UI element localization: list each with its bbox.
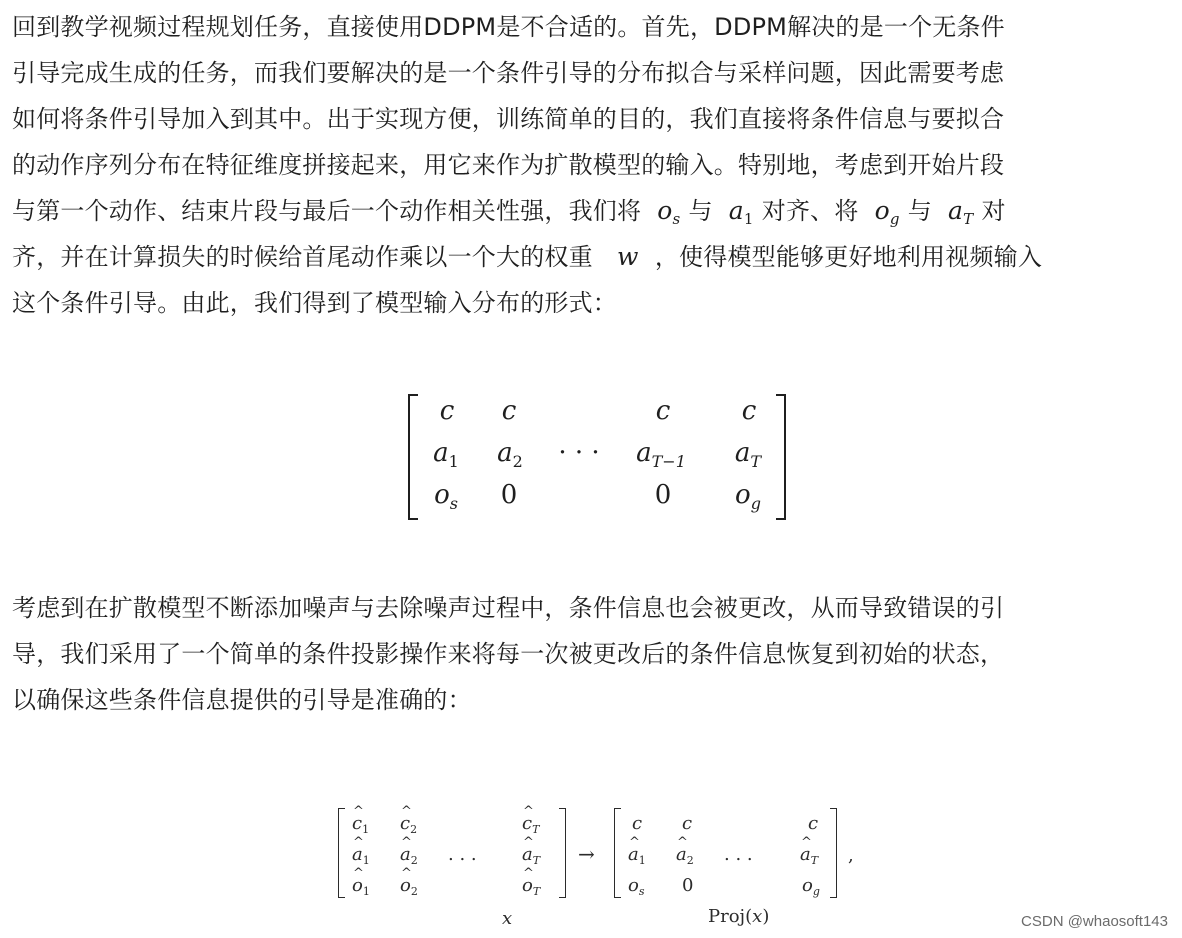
projection-arrow: → [578, 842, 595, 866]
projection-line-1: 考虑到在扩散模型不断添加噪声与去除噪声过程中，条件信息也会被更改，从而导致错误的引 [12, 594, 1005, 622]
x-cell-r2c1: ^ $a_1$ [352, 844, 370, 867]
math-a-T: $a_T$ [948, 196, 974, 228]
matrix-cell-r2c2: $a_2$ [497, 438, 523, 471]
matrix-cell-r1c1: c [439, 396, 455, 426]
x-cell-r3c2: ^ $o_2$ [400, 875, 418, 898]
matrix-right-bracket [776, 394, 786, 520]
matrix-cell-r3c4: 0 [654, 480, 672, 510]
proj-cell-r2c4: ^ $a_T$ [800, 844, 818, 867]
intro-line-6 [12, 234, 1172, 280]
x-matrix-left-bracket [338, 808, 345, 898]
x-cell-r3c1: ^ $o_1$ [352, 875, 370, 898]
projection-equation [330, 805, 870, 935]
math-o-s: $o_s$ [657, 196, 681, 228]
x-cell-r2c2: ^ $a_2$ [400, 844, 418, 867]
proj-cell-r2c2: ^ $a_2$ [676, 844, 694, 867]
input-distribution-matrix [408, 394, 786, 522]
matrix-cell-r3c2: 0 [500, 480, 518, 510]
matrix-left-bracket [408, 394, 418, 520]
intro-line-6-text-a: 齐，并在计算损失的时候给首尾动作乘以一个大的权重 [12, 243, 593, 271]
proj-matrix-left-bracket [614, 808, 621, 898]
intro-line-5-text-c: 对齐、将 [761, 197, 859, 225]
x-cell-r1c4: ^ $c_T$ [522, 813, 539, 836]
proj-cell-r1c2: c [682, 813, 693, 834]
intro-line-7: 这个条件引导。由此，我们得到了模型输入分布的形式： [12, 289, 617, 317]
x-cell-r3c4: ^ $o_T$ [522, 875, 540, 898]
matrix-cell-r2c4: $a_{T-1}$ [636, 438, 686, 471]
intro-line-3: 如何将条件引导加入到其中。出于实现方便，训练简单的目的，我们直接将条件信息与要拟合 [12, 105, 1005, 133]
intro-line-5-text-d: 与 [907, 197, 932, 225]
intro-line-4: 的动作序列分布在特征维度拼接起来，用它来作为扩散模型的输入。特别地，考虑到开始片段 [12, 151, 1005, 179]
proj-cell-r3c1: $o_s$ [628, 875, 645, 898]
proj-cell-r3c2: 0 [682, 875, 694, 896]
x-matrix-right-bracket [559, 808, 566, 898]
intro-line-5-text-e: 对 [981, 197, 1006, 225]
projection-line-2: 导，我们采用了一个简单的条件投影操作来将每一次被更改后的条件信息恢复到初始的状态， [12, 640, 1005, 668]
intro-line-5-text-a: 与第一个动作、结束片段与最后一个动作相关性强，我们将 [12, 197, 642, 225]
proj-label: Proj(x) [708, 906, 770, 927]
intro-line-5-text-b: 与 [688, 197, 713, 225]
matrix-cell-r2c5: $a_T$ [734, 438, 762, 471]
math-a-1: $a_1$ [728, 196, 754, 228]
intro-line-1: 回到教学视频过程规划任务，直接使用DDPM是不合适的。首先，DDPM解决的是一个无条件 [12, 13, 1005, 41]
proj-cell-r3c4: $o_g$ [802, 875, 820, 898]
intro-paragraph [12, 4, 1172, 326]
csdn-watermark: CSDN @whaosoft143 [1021, 913, 1168, 930]
matrix-cell-r2c3: · · · [558, 438, 600, 468]
proj-cell-r2c1: ^ $a_1$ [628, 844, 646, 867]
proj-cell-r2c3: . . . [724, 844, 753, 865]
matrix-cell-r1c5: c [741, 396, 757, 426]
math-o-g: $o_g$ [874, 196, 900, 228]
equation-comma: , [848, 845, 854, 866]
projection-line-3: 以确保这些条件信息提供的引导是准确的： [12, 686, 472, 714]
x-label: x [502, 908, 513, 929]
matrix-cell-r3c1: $o_s$ [434, 480, 458, 513]
x-cell-r2c3: . . . [448, 844, 477, 865]
projection-paragraph [12, 585, 1172, 723]
matrix-cell-r1c4: c [655, 396, 671, 426]
proj-cell-r1c4: c [808, 813, 819, 834]
intro-line-6-text-b: ，使得模型能够更好地利用视频输入 [654, 243, 1043, 271]
matrix-cell-r1c2: c [501, 396, 517, 426]
intro-line-2: 引导完成生成的任务，而我们要解决的是一个条件引导的分布拟合与采样问题，因此需要考虑 [12, 59, 1005, 87]
proj-cell-r1c1: c [632, 813, 643, 834]
intro-line-5 [12, 188, 1172, 234]
matrix-cell-r3c5: $o_g$ [735, 480, 761, 513]
proj-matrix-right-bracket [830, 808, 837, 898]
x-cell-r2c4: ^ $a_T$ [522, 844, 540, 867]
x-cell-r1c2: ^ $c_2$ [400, 813, 417, 836]
x-cell-r1c1: ^ $c_1$ [352, 813, 369, 836]
matrix-cell-r2c1: $a_1$ [433, 438, 459, 471]
math-w: w [616, 242, 639, 271]
